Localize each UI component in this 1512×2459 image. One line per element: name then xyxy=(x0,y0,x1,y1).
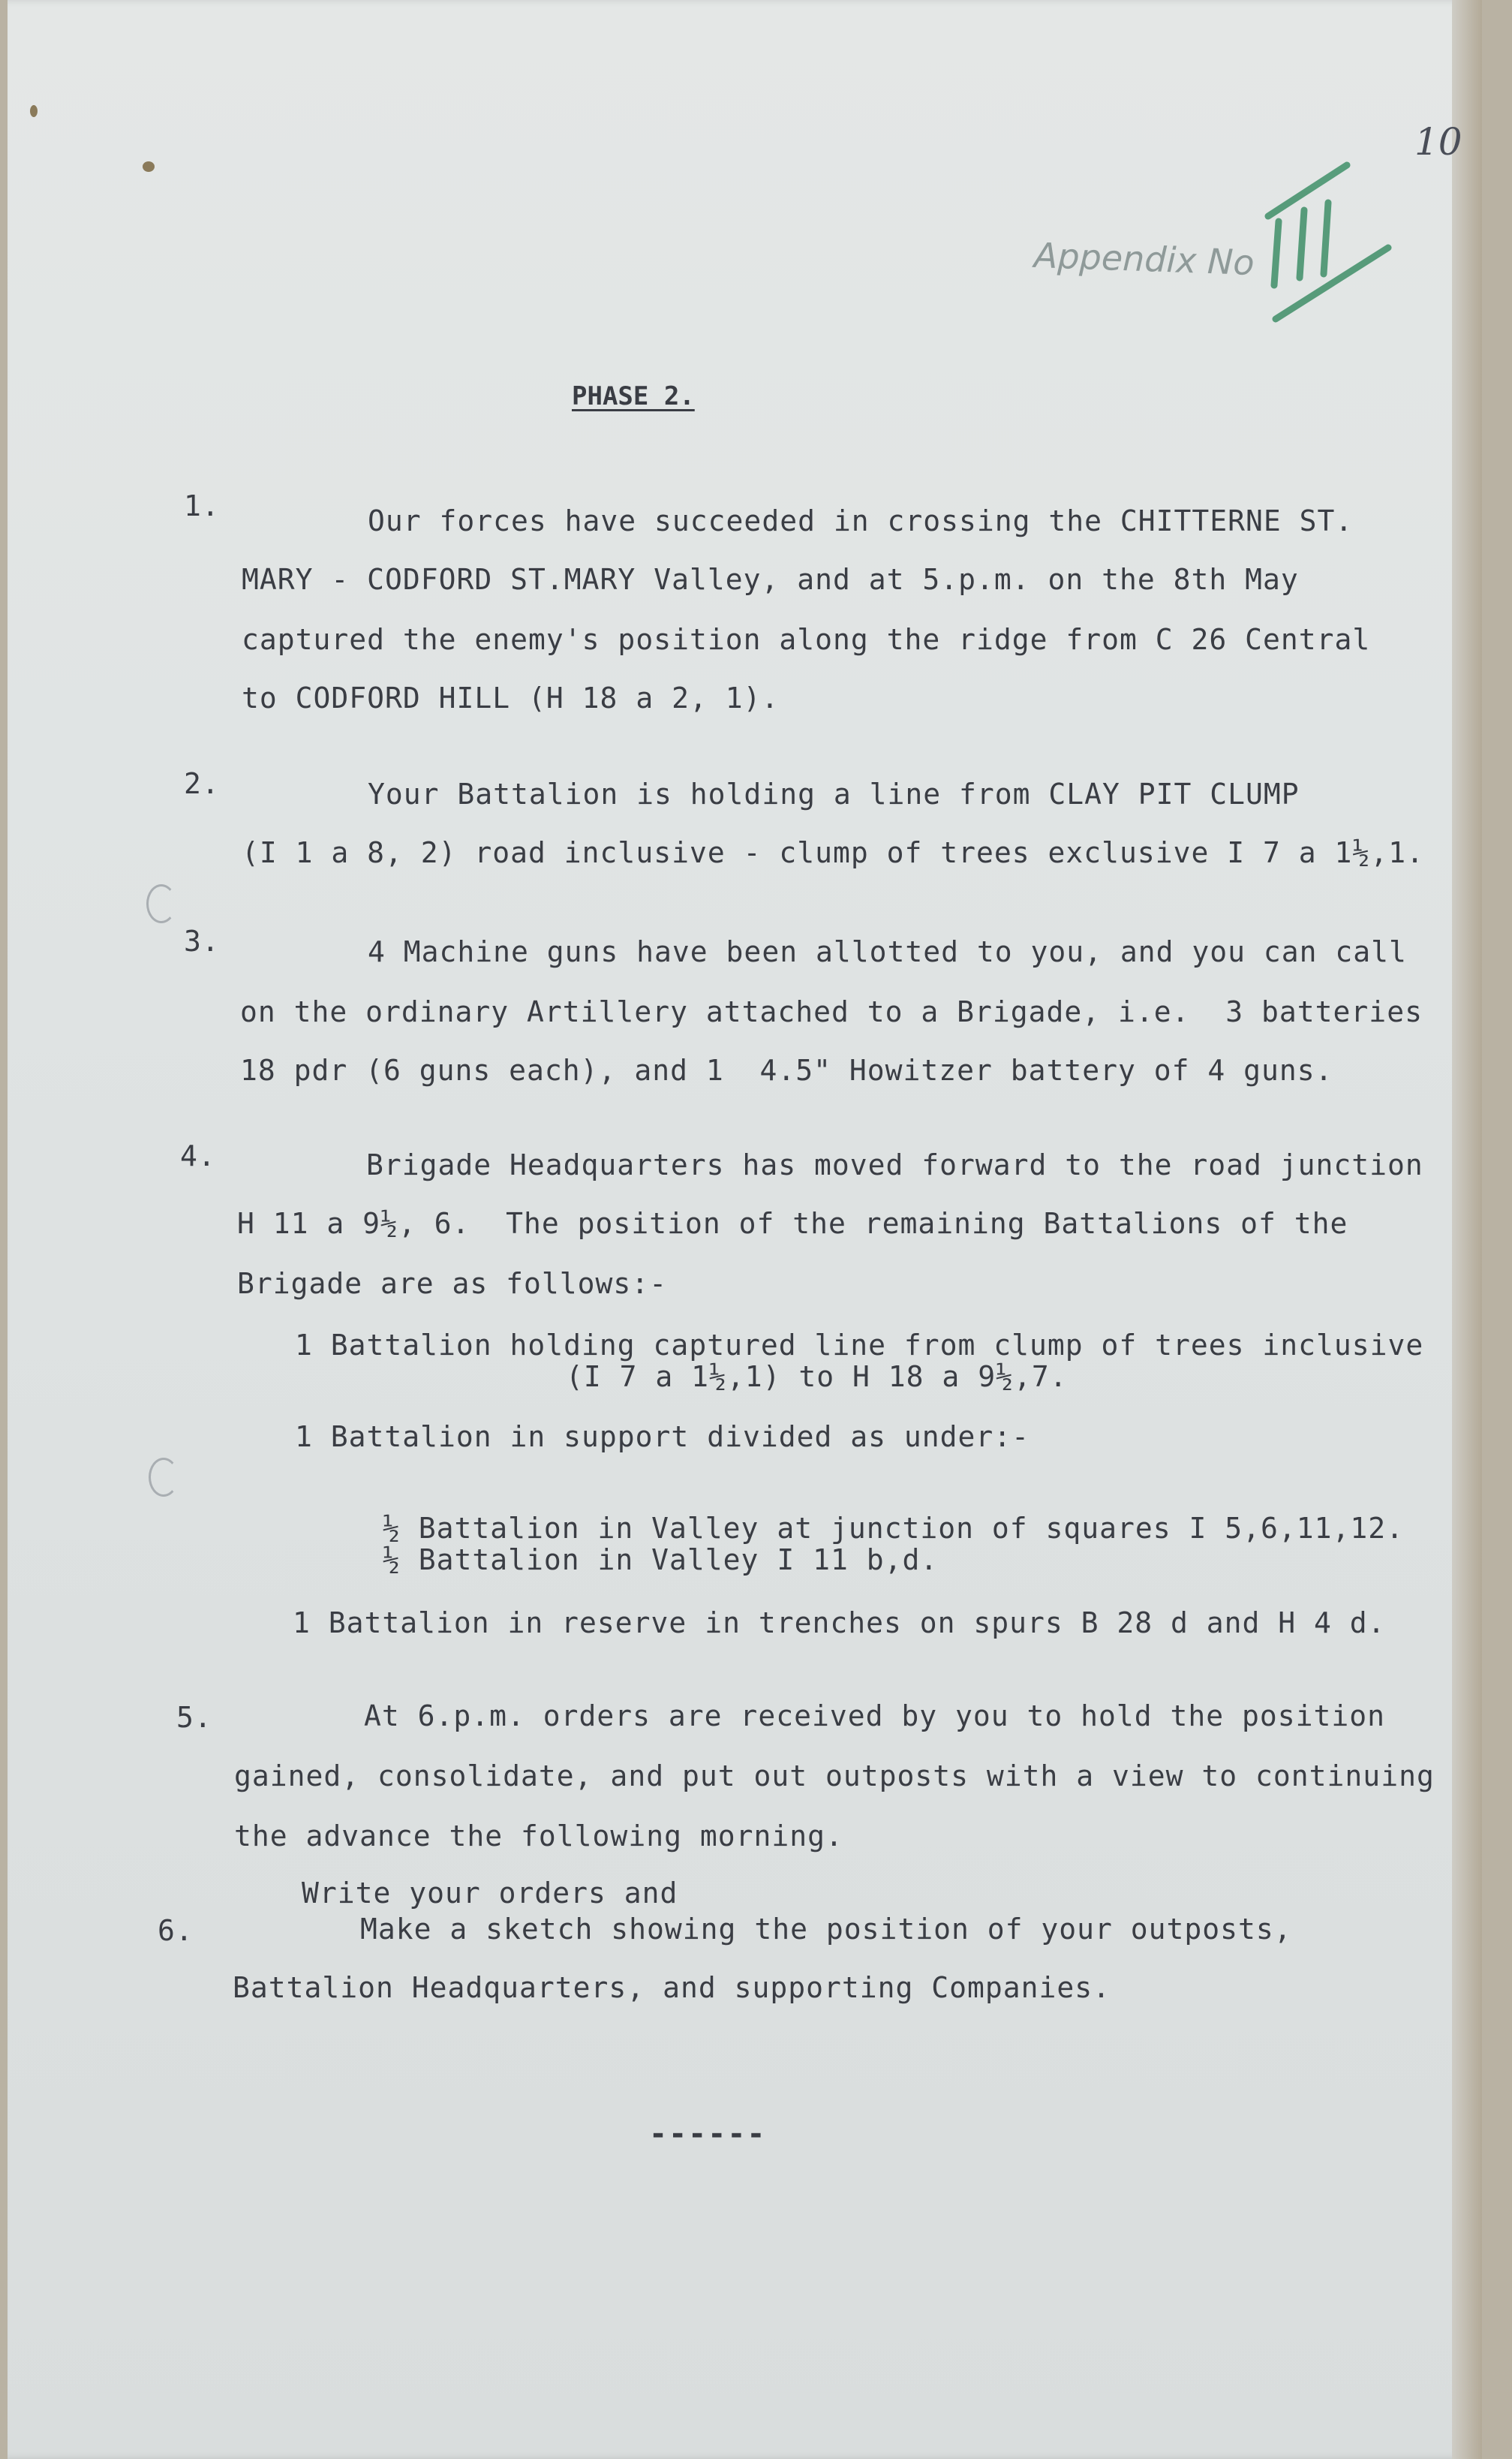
text-line: At 6.p.m. orders are received by you to hold the position xyxy=(364,1699,1386,1732)
para-number-3: 3. xyxy=(184,925,220,958)
para-number-2: 2. xyxy=(184,767,220,800)
text-line: ½ Battalion in Valley I 11 b,d. xyxy=(383,1543,939,1576)
punch-hole xyxy=(149,1458,179,1497)
text-line: (I 1 a 8, 2) road inclusive - clump of trees exclusive I 7 a 1½,1. xyxy=(242,836,1424,869)
punch-hole xyxy=(146,884,176,923)
document-title: PHASE 2. xyxy=(572,381,695,411)
appendix-stamp xyxy=(1033,235,1255,283)
document-page xyxy=(8,0,1482,2459)
text-line: Brigade are as follows:- xyxy=(237,1267,668,1300)
text-line: Write your orders and xyxy=(302,1877,678,1910)
text-line: Your Battalion is holding a line from CLAY PIT CLUMP xyxy=(368,778,1300,811)
text-line: gained, consolidate, and put out outposts with a view to continuing xyxy=(234,1759,1435,1792)
text-line: 1 Battalion in support divided as under:- xyxy=(295,1420,1030,1453)
text-line: Make a sketch showing the position of your outposts, xyxy=(360,1913,1292,1946)
text-line: Battalion Headquarters, and supporting Companies. xyxy=(233,1971,1111,2004)
stain-mark xyxy=(143,161,155,172)
appendix-stamp-text: Appendix No xyxy=(1033,234,1255,284)
text-line: (I 7 a 1½,1) to H 18 a 9½,7. xyxy=(566,1360,1068,1393)
text-line: MARY - CODFORD ST.MARY Valley, and at 5.p.m. on the 8th May xyxy=(242,563,1299,596)
footer-rule: ------ xyxy=(649,2117,767,2151)
text-line: H 11 a 9½, 6. The position of the remaining Battalions of the xyxy=(237,1207,1348,1240)
text-line: 4 Machine guns have been allotted to you, and you can call xyxy=(368,935,1407,968)
text-line: to CODFORD HILL (H 18 a 2, 1). xyxy=(242,682,780,715)
text-line: captured the enemy's position along the ridge from C 26 Central xyxy=(242,623,1371,656)
text-line: 1 Battalion in reserve in trenches on spurs B 28 d and H 4 d. xyxy=(293,1606,1386,1639)
text-line: ½ Battalion in Valley at junction of squares I 5,6,11,12. xyxy=(383,1512,1405,1545)
text-line: 1 Battalion holding captured line from clump of trees inclusive xyxy=(295,1329,1424,1362)
para-number-1: 1. xyxy=(184,489,220,522)
text-line: Brigade Headquarters has moved forward to the road junction xyxy=(366,1148,1423,1181)
text-line: 18 pdr (6 guns each), and 1 4.5" Howitzer battery of 4 guns. xyxy=(240,1054,1333,1087)
text-line: the advance the following morning. xyxy=(234,1819,843,1853)
para-number-6: 6. xyxy=(158,1914,194,1947)
stain-mark xyxy=(30,105,38,117)
text-line: Our forces have succeeded in crossing the CHITTERNE ST. xyxy=(368,504,1354,537)
appendix-numeral-mark xyxy=(1253,150,1403,330)
text-line: on the ordinary Artillery attached to a Brigade, i.e. 3 batteries xyxy=(240,995,1423,1028)
page-number: 10 xyxy=(1414,120,1462,164)
para-number-5: 5. xyxy=(176,1701,212,1734)
para-number-4: 4. xyxy=(180,1139,216,1172)
page-edge xyxy=(1452,0,1482,2459)
